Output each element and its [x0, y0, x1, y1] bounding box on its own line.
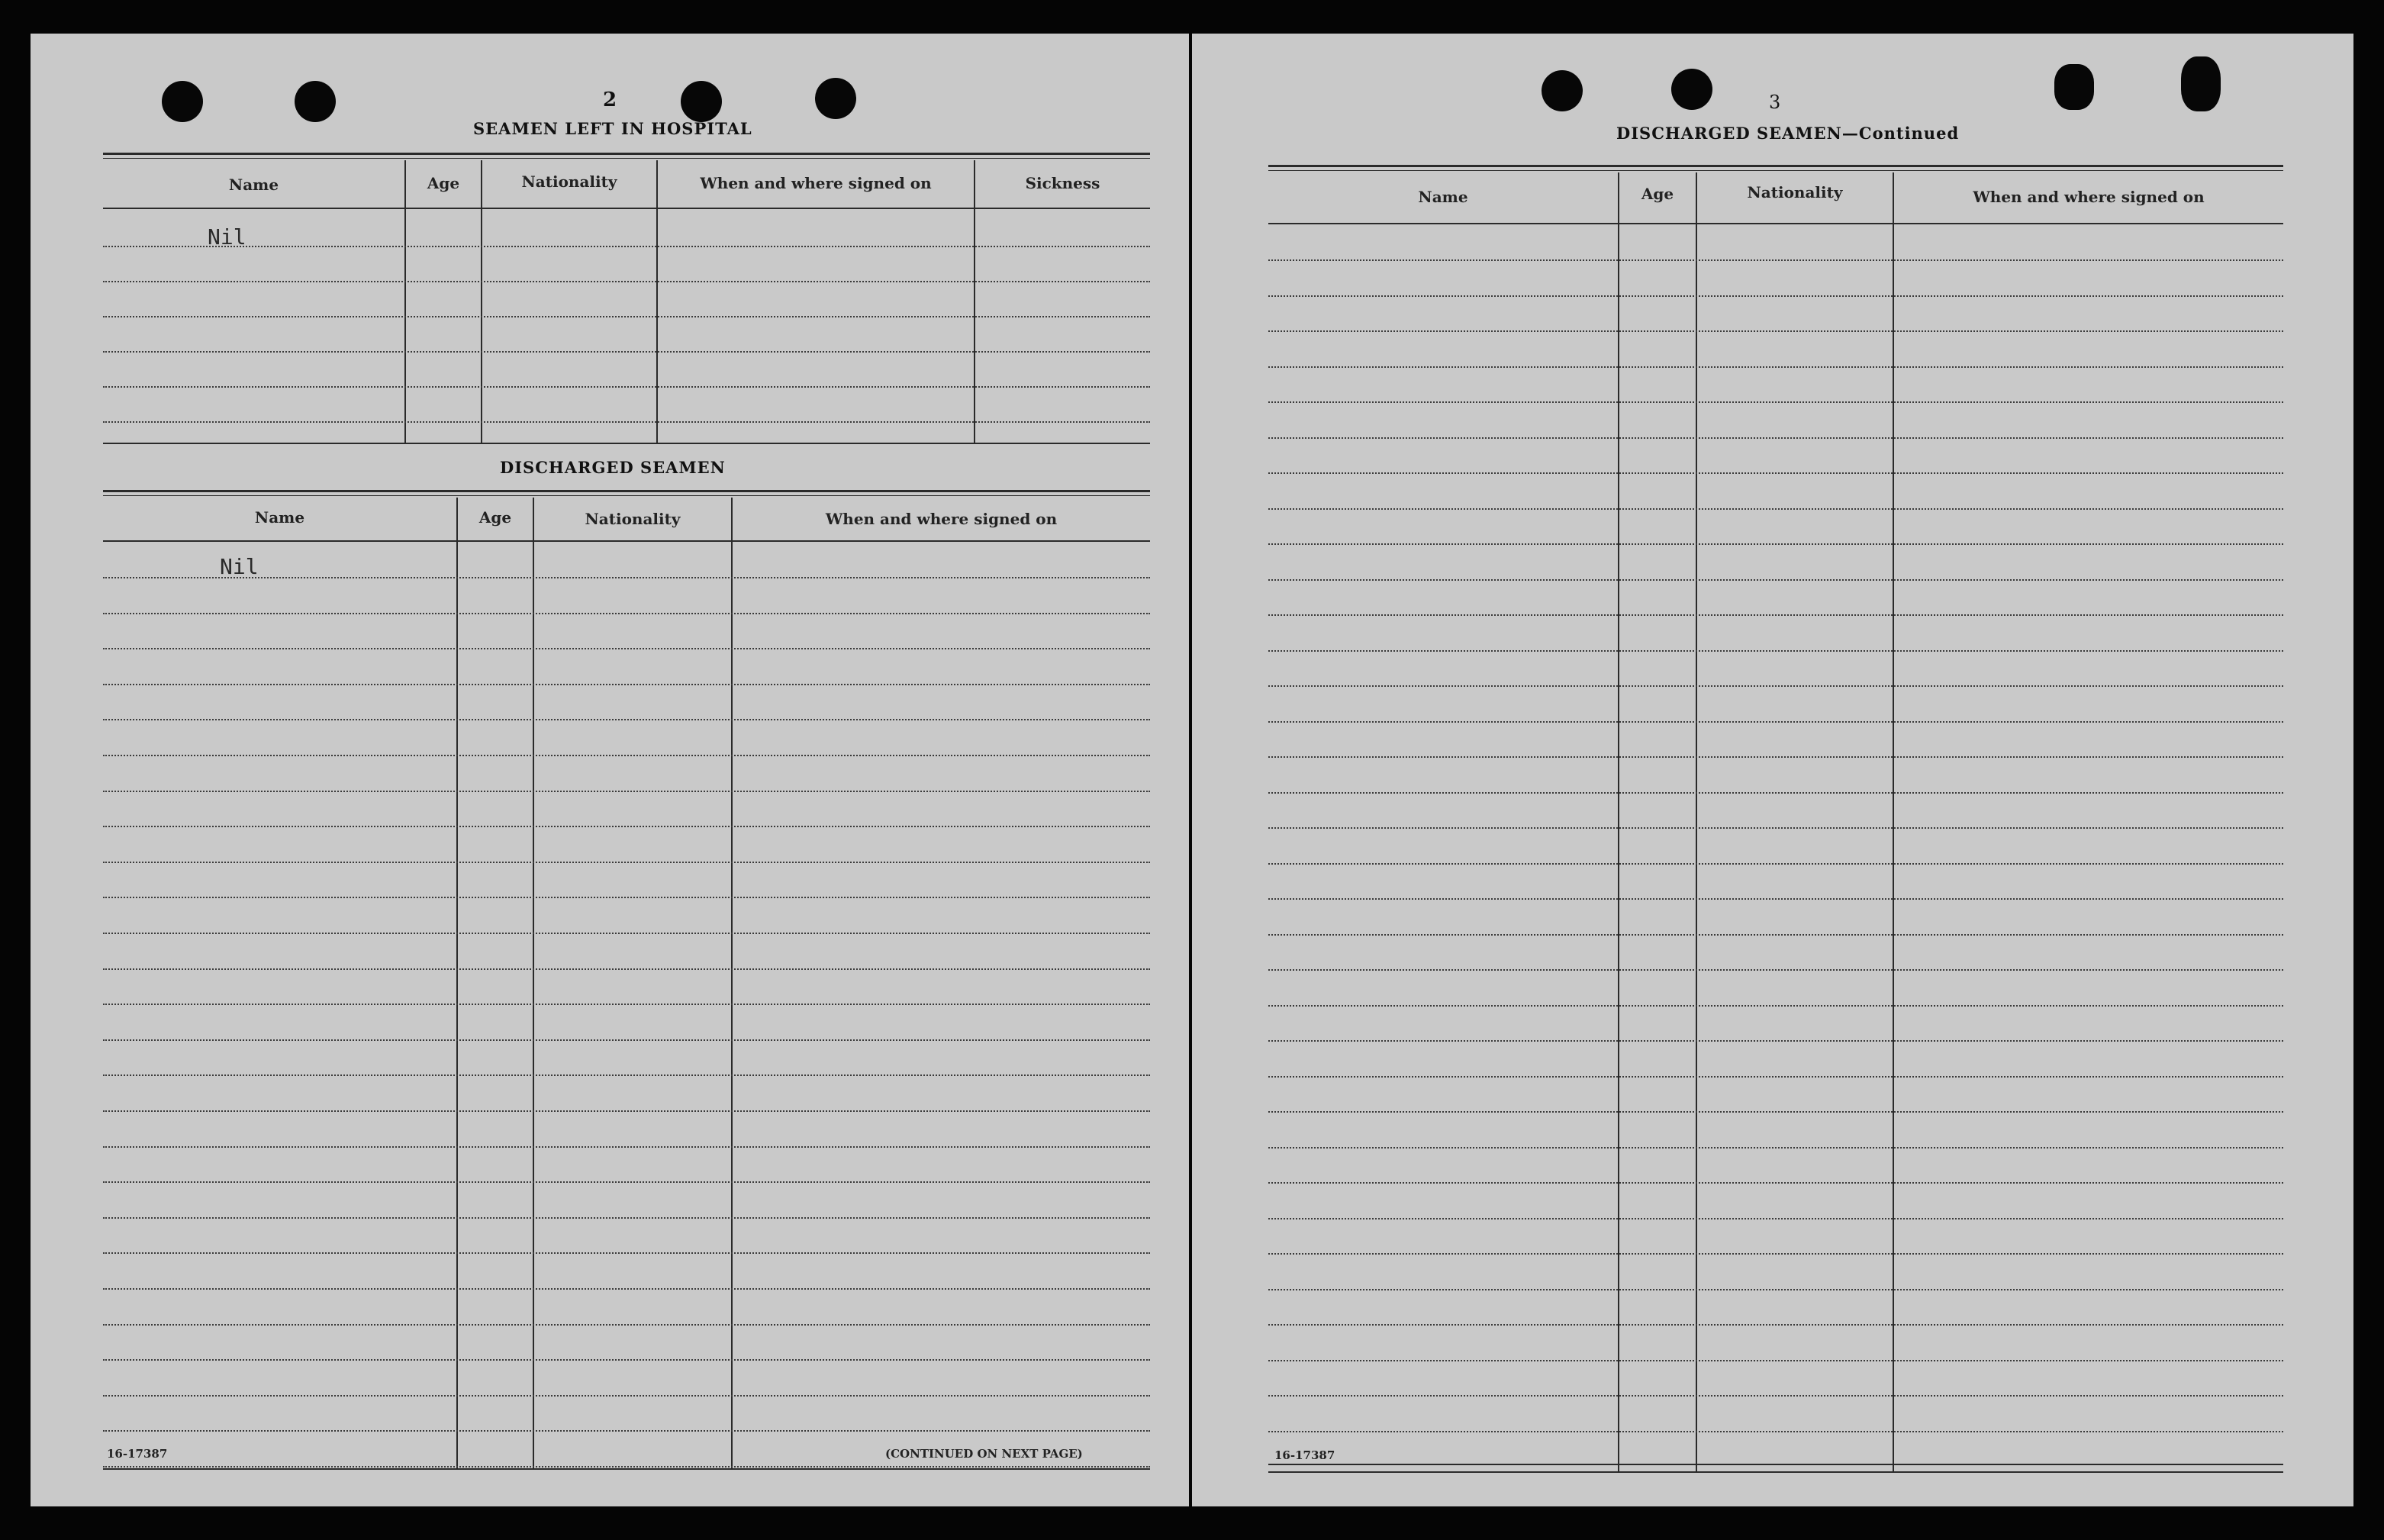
punch-hole — [1542, 70, 1583, 111]
hospital-col-when-where: When and where signed on — [700, 174, 932, 192]
ruled-row-line — [1268, 259, 2283, 261]
continued-note: (CONTINUED ON NEXT PAGE) — [885, 1447, 1083, 1461]
ruled-row-line — [1268, 792, 2283, 794]
ruled-row-line — [103, 613, 1150, 614]
hospital-col-divider — [481, 160, 482, 443]
discharged-col-name: Name — [254, 508, 305, 527]
hospital-col-sickness: Sickness — [1025, 174, 1100, 192]
hospital-col-age: Age — [427, 174, 460, 192]
ruled-row-line — [103, 577, 1150, 578]
discharged-bottom-rule — [103, 1468, 1150, 1470]
ruled-row-line — [1268, 1076, 2283, 1078]
ruled-row-line — [1268, 472, 2283, 474]
discharged-col-when-where: When and where signed on — [825, 510, 1058, 528]
ruled-row-line — [103, 1430, 1150, 1432]
ruled-row-line — [1268, 1147, 2283, 1149]
ruled-row-line — [1268, 1040, 2283, 1042]
discharged-col-nationality: Nationality — [585, 510, 681, 528]
ruled-row-line — [103, 316, 1150, 317]
ruled-row-line — [103, 1466, 1150, 1468]
punch-hole — [2181, 56, 2221, 111]
hospital-col-divider — [656, 160, 658, 443]
ruled-row-line — [1268, 1324, 2283, 1326]
ruled-row-line — [1268, 1111, 2283, 1113]
ruled-row-line — [1268, 969, 2283, 971]
right-col-when-where: When and where signed on — [1973, 188, 2205, 206]
hospital-col-divider — [974, 160, 975, 443]
punch-hole — [295, 81, 336, 122]
ruled-row-line — [1268, 827, 2283, 829]
page-number: 2 — [603, 89, 617, 111]
discharged-top-rule — [103, 490, 1150, 492]
discharged-col-divider — [731, 498, 733, 1468]
hospital-section-title: SEAMEN LEFT IN HOSPITAL — [473, 119, 752, 138]
discharged-section-title: DISCHARGED SEAMEN — [500, 458, 726, 477]
ruled-row-line — [103, 1146, 1150, 1148]
right-col-name: Name — [1418, 188, 1468, 206]
ruled-row-line — [1268, 1005, 2283, 1007]
ruled-row-line — [103, 1217, 1150, 1219]
ruled-row-line — [103, 351, 1150, 353]
ruled-row-line — [1268, 366, 2283, 368]
ruled-row-line — [103, 826, 1150, 827]
ruled-row-line — [103, 968, 1150, 970]
punch-hole — [815, 78, 856, 119]
ruled-row-line — [103, 1039, 1150, 1041]
ruled-row-line — [103, 1359, 1150, 1361]
hospital-bottom-rule — [103, 443, 1150, 444]
hospital-entry-name: Nil — [208, 224, 246, 250]
ruled-row-line — [1268, 721, 2283, 723]
right-header-rule — [1268, 223, 2283, 224]
ruled-row-line — [103, 1324, 1150, 1326]
ruled-row-line — [1268, 1395, 2283, 1397]
ruled-row-line — [103, 1252, 1150, 1254]
right-top-rule-thin — [1268, 170, 2283, 171]
right-bottom-rule — [1268, 1464, 2283, 1465]
right-top-rule — [1268, 165, 2283, 167]
discharged-col-divider — [456, 498, 458, 1468]
discharged-col-age: Age — [478, 508, 512, 527]
ruled-row-line — [103, 719, 1150, 720]
hospital-header-rule — [103, 208, 1150, 209]
punch-hole — [162, 81, 203, 122]
discharged-col-divider — [533, 498, 534, 1468]
ruled-row-line — [103, 1288, 1150, 1290]
hospital-col-nationality: Nationality — [521, 172, 617, 191]
ruled-row-line — [103, 1181, 1150, 1183]
ruled-row-line — [1268, 1431, 2283, 1432]
ruled-row-line — [1268, 508, 2283, 510]
ruled-row-line — [1268, 1360, 2283, 1361]
ruled-row-line — [1268, 543, 2283, 545]
ruled-row-line — [103, 933, 1150, 934]
hospital-col-name: Name — [228, 176, 279, 194]
ruled-row-line — [1268, 437, 2283, 439]
right-col-nationality: Nationality — [1747, 183, 1843, 201]
ruled-row-line — [103, 791, 1150, 792]
ruled-row-line — [1268, 330, 2283, 332]
ruled-row-line — [103, 421, 1150, 423]
right-page — [1192, 34, 2353, 1506]
ruled-row-line — [1268, 863, 2283, 865]
ruled-row-line — [1268, 401, 2283, 403]
ruled-row-line — [103, 246, 1150, 247]
ruled-row-line — [1268, 756, 2283, 758]
ruled-row-line — [103, 755, 1150, 756]
ruled-row-line — [103, 1110, 1150, 1112]
punch-hole — [681, 81, 722, 122]
ruled-row-line — [1268, 898, 2283, 900]
left-page — [31, 34, 1189, 1506]
ruled-row-line — [103, 386, 1150, 388]
ruled-row-line — [1268, 650, 2283, 652]
discharged-top-rule-thin — [103, 495, 1150, 496]
ruled-row-line — [103, 1004, 1150, 1005]
ruled-row-line — [103, 1074, 1150, 1076]
ruled-row-line — [1268, 1218, 2283, 1219]
right-section-title: DISCHARGED SEAMEN—Continued — [1616, 124, 1960, 143]
ruled-row-line — [103, 281, 1150, 282]
page-number: 3 — [1769, 92, 1781, 113]
ruled-row-line — [1268, 579, 2283, 581]
ruled-row-line — [1268, 685, 2283, 687]
ruled-row-line — [1268, 614, 2283, 616]
punch-hole — [2054, 64, 2094, 110]
ruled-row-line — [103, 862, 1150, 863]
ruled-row-line — [1268, 1253, 2283, 1255]
ruled-row-line — [1268, 1289, 2283, 1290]
discharged-header-rule — [103, 540, 1150, 542]
discharged-entry-name: Nil — [220, 554, 259, 579]
hospital-top-rule-thin — [103, 158, 1150, 159]
ruled-row-line — [1268, 295, 2283, 297]
ruled-row-line — [103, 684, 1150, 685]
hospital-top-rule — [103, 153, 1150, 155]
hospital-col-divider — [404, 160, 406, 443]
ruled-row-line — [103, 897, 1150, 898]
ruled-row-line — [103, 1395, 1150, 1397]
ruled-row-line — [1268, 934, 2283, 936]
form-number: 16-17387 — [107, 1447, 168, 1461]
right-col-age: Age — [1641, 185, 1674, 203]
punch-hole — [1671, 69, 1712, 110]
ruled-row-line — [103, 648, 1150, 649]
ruled-row-line — [1268, 1182, 2283, 1184]
form-number: 16-17387 — [1274, 1448, 1335, 1462]
right-bottom-rule-2 — [1268, 1471, 2283, 1473]
